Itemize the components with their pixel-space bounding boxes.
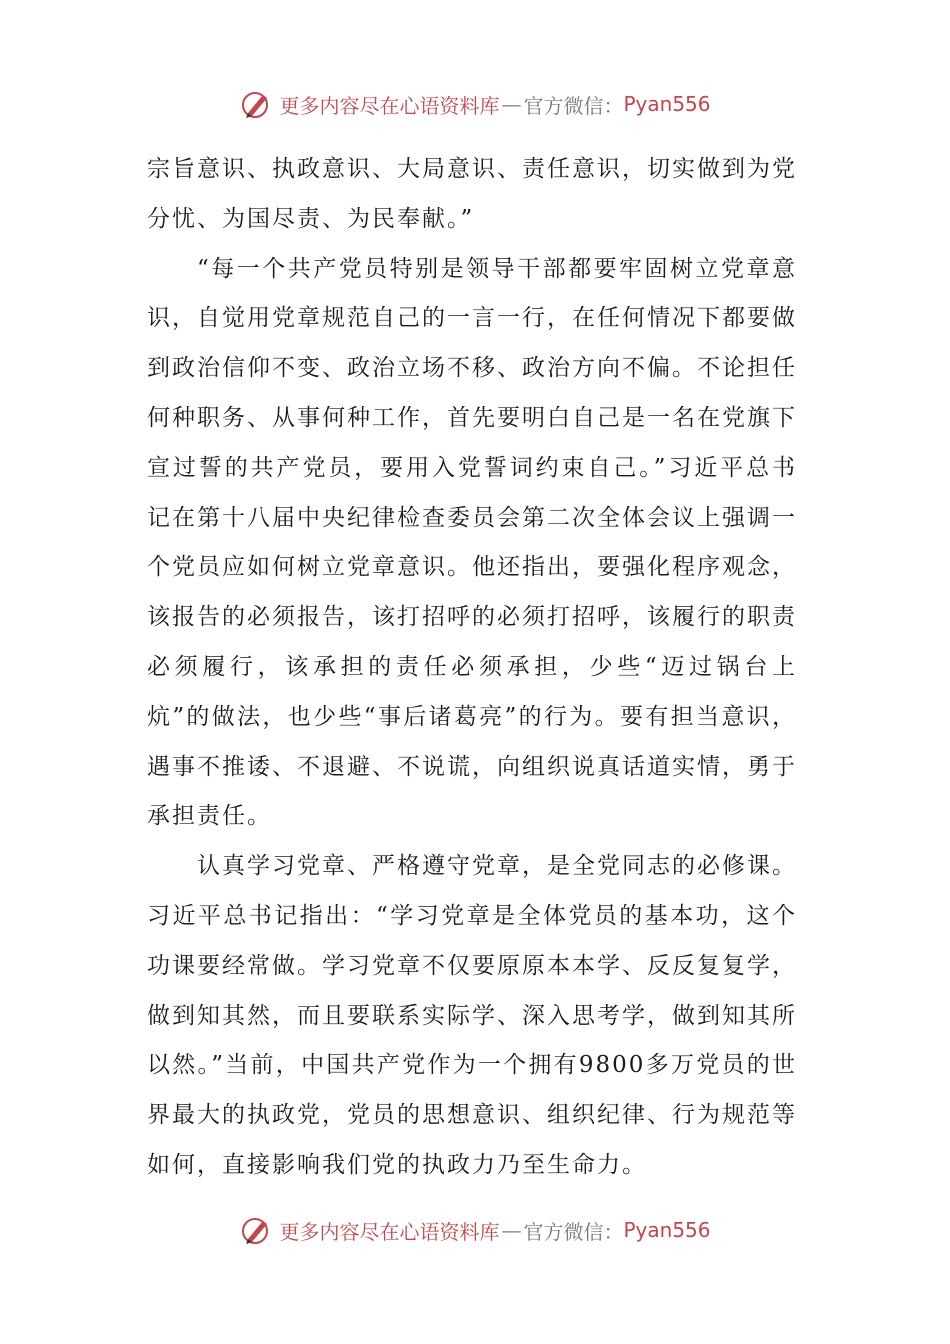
pen-logo-icon: [239, 87, 273, 121]
footer-site-text: 更多内容尽在心语资料库: [279, 1219, 500, 1244]
footer-wechat-id: Pyan556: [623, 1218, 711, 1242]
paragraph-1: 宗旨意识、执政意识、大局意识、责任意识，切实做到为党分忧、为国尽责、为民奉献。”: [147, 156, 797, 232]
footer-watermark: [0, 1208, 950, 1252]
document-body: [147, 145, 797, 1191]
paragraph-3: 认真学习党章、严格遵守党章，是全党同志的必修课。习近平总书记指出：“学习党章是全体党员的基本功，这个功课要经常做。学习党章不仅要原原本本学、反反复复学，做到知其然，而且要联系实际学、深入思考学，做到知其所以然。”当前，中国共产党作为一个拥有9800多万党员的世界最大的执政党，党员的思想意识、组织纪律、行为规范等如何，直接影响我们党的执政力乃至生命力。: [147, 853, 797, 1178]
footer-wechat-label: 官方微信：: [523, 1219, 624, 1244]
header-wechat-label: 官方微信：: [523, 93, 624, 118]
header-separator: —: [501, 92, 522, 116]
paragraph-2: “每一个共产党员特别是领导干部都要牢固树立党章意识，自觉用党章规范自己的一言一行，在任何情况下都要做到政治信仰不变、政治立场不移、政治方向不偏。不论担任何种职务、从事何种工作，首先要明白自己是一名在党旗下宣过誓的共产党员，要用入党誓词约束自己。”习近平总书记在第十八届中央纪律检查委员会第二次全体会议上强调一个党员应如何树立党章意识。他还指出，要强化程序观念，该报告的必须报告，该打招呼的必须打招呼，该履行的职责必须履行，该承担的责任必须承担，少些“迈过锅台上炕”的做法，也少些“事后诸葛亮”的行为。要有担当意识，遇事不推诿、不退避、不说谎，向组织说真话道实情，勇于承担责任。: [147, 255, 797, 830]
header-watermark: [0, 82, 950, 126]
header-wechat-id: Pyan556: [623, 92, 711, 116]
pen-logo-icon: [239, 1213, 273, 1247]
header-site-text: 更多内容尽在心语资料库: [279, 93, 500, 118]
footer-separator: —: [501, 1218, 522, 1242]
